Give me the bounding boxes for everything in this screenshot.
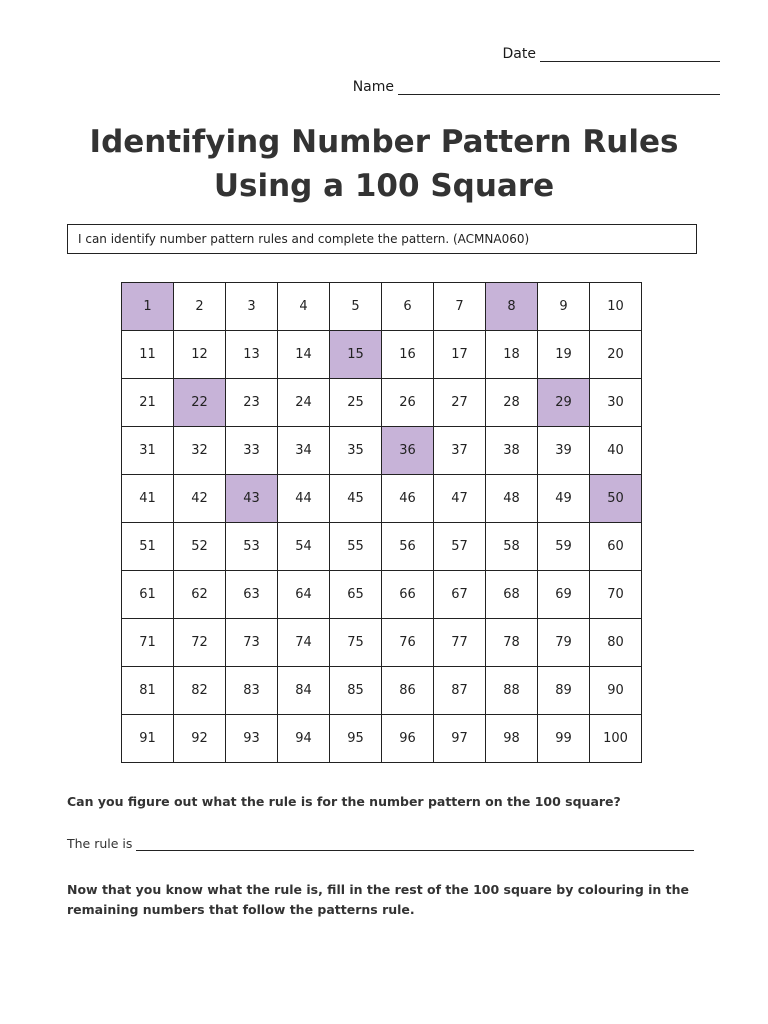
page-title — [0, 120, 768, 208]
grid-cell[interactable]: 7 — [434, 283, 486, 331]
grid-row — [122, 283, 642, 331]
grid-cell[interactable]: 49 — [538, 475, 590, 523]
grid-cell[interactable]: 26 — [382, 379, 434, 427]
grid-cell[interactable]: 91 — [122, 715, 174, 763]
grid-cell[interactable]: 9 — [538, 283, 590, 331]
grid-row — [122, 667, 642, 715]
grid-cell[interactable]: 12 — [174, 331, 226, 379]
grid-cell[interactable]: 76 — [382, 619, 434, 667]
grid-cell[interactable]: 54 — [278, 523, 330, 571]
grid-cell[interactable]: 23 — [226, 379, 278, 427]
grid-cell[interactable]: 15 — [330, 331, 382, 379]
grid-cell[interactable]: 48 — [486, 475, 538, 523]
grid-cell[interactable]: 4 — [278, 283, 330, 331]
grid-row — [122, 427, 642, 475]
grid-cell[interactable]: 69 — [538, 571, 590, 619]
learning-objective-text: I can identify number pattern rules and complete the pattern. (ACMNA060) — [78, 232, 530, 246]
learning-objective-box — [67, 224, 697, 254]
grid-cell[interactable]: 74 — [278, 619, 330, 667]
grid-row — [122, 715, 642, 763]
grid-cell[interactable]: 92 — [174, 715, 226, 763]
grid-cell[interactable]: 5 — [330, 283, 382, 331]
name-label: Name — [352, 79, 394, 95]
grid-row — [122, 523, 642, 571]
grid-cell[interactable]: 79 — [538, 619, 590, 667]
grid-cell[interactable]: 24 — [278, 379, 330, 427]
grid-cell[interactable]: 20 — [590, 331, 642, 379]
grid-cell[interactable]: 72 — [174, 619, 226, 667]
grid-cell[interactable]: 99 — [538, 715, 590, 763]
grid-cell[interactable]: 37 — [434, 427, 486, 475]
grid-cell[interactable]: 34 — [278, 427, 330, 475]
grid-cell[interactable]: 32 — [174, 427, 226, 475]
grid-row — [122, 331, 642, 379]
grid-cell[interactable]: 60 — [590, 523, 642, 571]
grid-cell[interactable]: 67 — [434, 571, 486, 619]
grid-cell[interactable]: 47 — [434, 475, 486, 523]
question-text: Can you figure out what the rule is for the number pattern on the 100 square? — [67, 794, 621, 809]
grid-cell[interactable]: 14 — [278, 331, 330, 379]
grid-cell[interactable]: 43 — [226, 475, 278, 523]
grid-cell[interactable]: 25 — [330, 379, 382, 427]
grid-cell[interactable]: 78 — [486, 619, 538, 667]
grid-cell[interactable]: 36 — [382, 427, 434, 475]
grid-cell[interactable]: 61 — [122, 571, 174, 619]
grid-cell[interactable]: 13 — [226, 331, 278, 379]
grid-cell[interactable]: 65 — [330, 571, 382, 619]
grid-cell[interactable]: 64 — [278, 571, 330, 619]
grid-cell[interactable]: 82 — [174, 667, 226, 715]
grid-cell[interactable]: 93 — [226, 715, 278, 763]
grid-cell[interactable]: 58 — [486, 523, 538, 571]
grid-cell[interactable]: 63 — [226, 571, 278, 619]
grid-cell[interactable]: 40 — [590, 427, 642, 475]
grid-cell[interactable]: 22 — [174, 379, 226, 427]
name-blank-line[interactable] — [398, 80, 720, 95]
grid-cell[interactable]: 6 — [382, 283, 434, 331]
grid-cell[interactable]: 73 — [226, 619, 278, 667]
instruction-text: Now that you know what the rule is, fill in the rest of the 100 square by colouring in the remaining numbers that follow the patterns rule. — [67, 882, 690, 917]
grid-cell[interactable]: 57 — [434, 523, 486, 571]
grid-cell[interactable]: 98 — [486, 715, 538, 763]
grid-cell[interactable]: 51 — [122, 523, 174, 571]
rule-label: The rule is — [67, 836, 133, 851]
rule-answer-line[interactable] — [136, 837, 694, 851]
grid-cell[interactable]: 52 — [174, 523, 226, 571]
grid-cell[interactable]: 30 — [590, 379, 642, 427]
grid-cell[interactable]: 87 — [434, 667, 486, 715]
grid-cell[interactable]: 10 — [590, 283, 642, 331]
grid-cell[interactable]: 89 — [538, 667, 590, 715]
grid-cell[interactable]: 56 — [382, 523, 434, 571]
grid-cell[interactable]: 95 — [330, 715, 382, 763]
grid-cell[interactable]: 38 — [486, 427, 538, 475]
grid-row — [122, 619, 642, 667]
grid-cell[interactable]: 94 — [278, 715, 330, 763]
grid-cell[interactable]: 18 — [486, 331, 538, 379]
grid-cell[interactable]: 59 — [538, 523, 590, 571]
grid-cell[interactable]: 84 — [278, 667, 330, 715]
grid-cell[interactable]: 35 — [330, 427, 382, 475]
date-blank-line[interactable] — [540, 47, 720, 62]
hundred-square-grid — [121, 282, 642, 763]
grid-cell[interactable]: 19 — [538, 331, 590, 379]
grid-cell[interactable]: 100 — [590, 715, 642, 763]
grid-cell[interactable]: 68 — [486, 571, 538, 619]
grid-cell[interactable]: 11 — [122, 331, 174, 379]
grid-cell[interactable]: 46 — [382, 475, 434, 523]
grid-cell[interactable]: 45 — [330, 475, 382, 523]
grid-cell[interactable]: 53 — [226, 523, 278, 571]
grid-cell[interactable]: 86 — [382, 667, 434, 715]
name-field — [353, 79, 720, 95]
date-field — [503, 46, 720, 62]
grid-cell[interactable]: 97 — [434, 715, 486, 763]
grid-cell[interactable]: 75 — [330, 619, 382, 667]
grid-cell[interactable]: 81 — [122, 667, 174, 715]
grid-cell[interactable]: 80 — [590, 619, 642, 667]
grid-cell[interactable]: 42 — [174, 475, 226, 523]
grid-cell[interactable]: 29 — [538, 379, 590, 427]
grid-cell[interactable]: 62 — [174, 571, 226, 619]
grid-cell[interactable]: 28 — [486, 379, 538, 427]
grid-cell[interactable]: 41 — [122, 475, 174, 523]
date-label: Date — [502, 46, 536, 62]
grid-cell[interactable]: 27 — [434, 379, 486, 427]
title-line-1: Identifying Number Pattern Rules — [89, 124, 679, 160]
grid-cell[interactable]: 88 — [486, 667, 538, 715]
grid-cell[interactable]: 3 — [226, 283, 278, 331]
grid-cell[interactable]: 83 — [226, 667, 278, 715]
grid-cell[interactable]: 33 — [226, 427, 278, 475]
grid-cell[interactable]: 96 — [382, 715, 434, 763]
grid-cell[interactable]: 2 — [174, 283, 226, 331]
grid-cell[interactable]: 8 — [486, 283, 538, 331]
grid-cell[interactable]: 77 — [434, 619, 486, 667]
grid-cell[interactable]: 55 — [330, 523, 382, 571]
grid-cell[interactable]: 66 — [382, 571, 434, 619]
grid-cell[interactable]: 1 — [122, 283, 174, 331]
grid-cell[interactable]: 50 — [590, 475, 642, 523]
grid-cell[interactable]: 85 — [330, 667, 382, 715]
grid-cell[interactable]: 90 — [590, 667, 642, 715]
grid-cell[interactable]: 71 — [122, 619, 174, 667]
grid-cell[interactable]: 70 — [590, 571, 642, 619]
grid-cell[interactable]: 44 — [278, 475, 330, 523]
title-line-2: Using a 100 Square — [213, 168, 555, 204]
grid-cell[interactable]: 31 — [122, 427, 174, 475]
grid-cell[interactable]: 17 — [434, 331, 486, 379]
rule-answer-row — [67, 836, 694, 851]
grid-row — [122, 475, 642, 523]
grid-cell[interactable]: 16 — [382, 331, 434, 379]
grid-row — [122, 571, 642, 619]
grid-cell[interactable]: 21 — [122, 379, 174, 427]
grid-row — [122, 379, 642, 427]
grid-cell[interactable]: 39 — [538, 427, 590, 475]
